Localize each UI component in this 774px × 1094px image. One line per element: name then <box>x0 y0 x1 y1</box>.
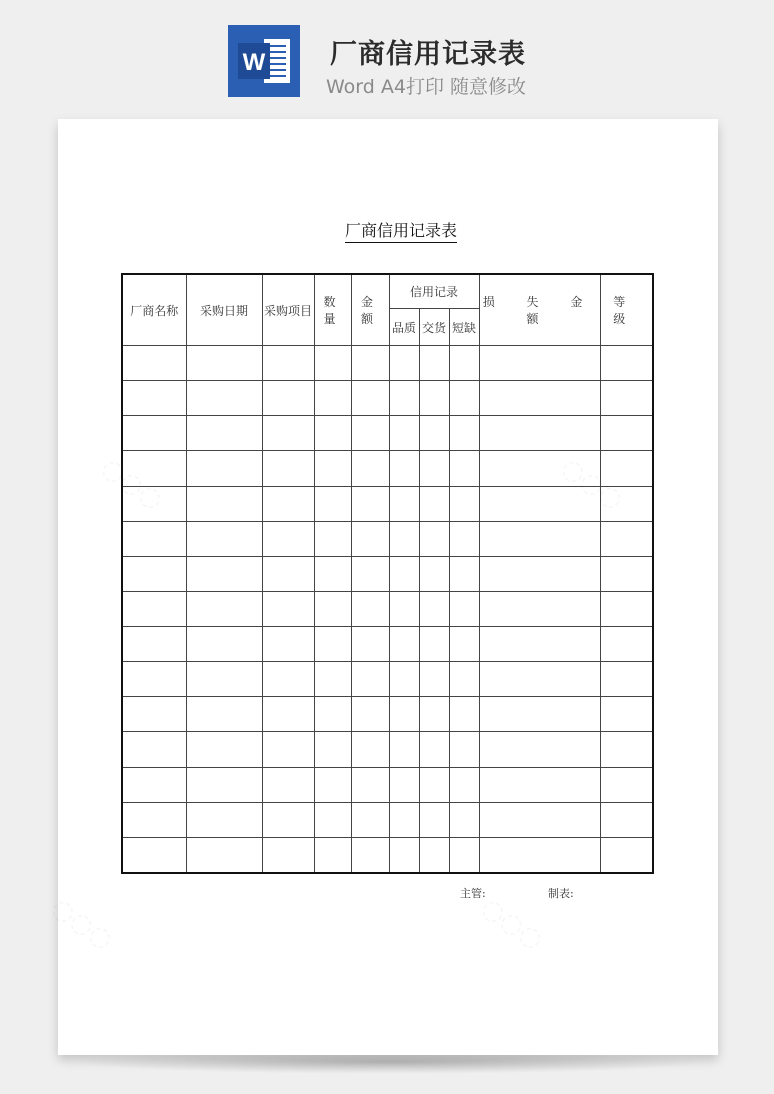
header-amount: 金 额 <box>351 274 389 346</box>
table-cell[interactable] <box>314 381 351 416</box>
table-cell[interactable] <box>389 627 419 662</box>
table-cell[interactable] <box>419 591 449 626</box>
table-cell[interactable] <box>449 591 479 626</box>
table-cell[interactable] <box>479 521 600 556</box>
table-cell[interactable] <box>449 381 479 416</box>
table-cell[interactable] <box>122 767 186 802</box>
table-cell[interactable] <box>419 451 449 486</box>
table-cell[interactable] <box>262 556 314 591</box>
table-cell[interactable] <box>122 732 186 767</box>
table-row <box>122 591 653 626</box>
table-cell[interactable] <box>389 346 419 381</box>
table-cell[interactable] <box>479 697 600 732</box>
table-row <box>122 556 653 591</box>
table-cell[interactable] <box>122 802 186 837</box>
table-cell[interactable] <box>600 802 653 837</box>
watermark <box>46 892 119 956</box>
header-quantity: 数 量 <box>314 274 351 346</box>
table-cell[interactable] <box>351 662 389 697</box>
table-cell[interactable] <box>186 486 262 521</box>
document-page <box>58 119 718 1055</box>
table-cell[interactable] <box>314 802 351 837</box>
table-row <box>122 381 653 416</box>
table-cell[interactable] <box>600 662 653 697</box>
table-cell[interactable] <box>186 521 262 556</box>
table-cell[interactable] <box>419 521 449 556</box>
table-row <box>122 346 653 381</box>
table-cell[interactable] <box>419 767 449 802</box>
table-cell[interactable] <box>600 556 653 591</box>
table-cell[interactable] <box>419 556 449 591</box>
table-cell[interactable] <box>479 732 600 767</box>
table-cell[interactable] <box>314 486 351 521</box>
table-cell[interactable] <box>449 416 479 451</box>
table-cell[interactable] <box>351 732 389 767</box>
table-cell[interactable] <box>479 451 600 486</box>
table-row <box>122 627 653 662</box>
table-cell[interactable] <box>479 837 600 873</box>
table-cell[interactable] <box>449 556 479 591</box>
header-grade: 等 级 <box>600 274 653 346</box>
table-cell[interactable] <box>600 767 653 802</box>
table-cell[interactable] <box>419 627 449 662</box>
table-row <box>122 802 653 837</box>
table-cell[interactable] <box>314 591 351 626</box>
table-cell[interactable] <box>449 802 479 837</box>
table-cell[interactable] <box>389 381 419 416</box>
table-row <box>122 767 653 802</box>
table-cell[interactable] <box>314 521 351 556</box>
table-cell[interactable] <box>479 767 600 802</box>
table-cell[interactable] <box>122 381 186 416</box>
table-cell[interactable] <box>449 767 479 802</box>
table-cell[interactable] <box>389 732 419 767</box>
table-cell[interactable] <box>389 416 419 451</box>
table-cell[interactable] <box>262 662 314 697</box>
table-cell[interactable] <box>122 627 186 662</box>
table-body <box>122 346 653 874</box>
table-cell[interactable] <box>314 346 351 381</box>
table-cell[interactable] <box>314 451 351 486</box>
table-cell[interactable] <box>419 416 449 451</box>
table-cell[interactable] <box>389 767 419 802</box>
table-row <box>122 521 653 556</box>
table-cell[interactable] <box>186 416 262 451</box>
table-cell[interactable] <box>600 591 653 626</box>
table-cell[interactable] <box>314 697 351 732</box>
table-cell[interactable] <box>419 662 449 697</box>
table-cell[interactable] <box>389 802 419 837</box>
table-cell[interactable] <box>122 591 186 626</box>
table-cell[interactable] <box>122 486 186 521</box>
table-row <box>122 416 653 451</box>
table-cell[interactable] <box>351 521 389 556</box>
table-cell[interactable] <box>186 837 262 873</box>
table-cell[interactable] <box>262 767 314 802</box>
table-cell[interactable] <box>262 837 314 873</box>
header-shortage: 短缺 <box>449 309 479 346</box>
table-cell[interactable] <box>479 486 600 521</box>
table-cell[interactable] <box>122 451 186 486</box>
table-cell[interactable] <box>389 837 419 873</box>
table-cell[interactable] <box>186 346 262 381</box>
table-cell[interactable] <box>351 767 389 802</box>
table-cell[interactable] <box>262 732 314 767</box>
table-cell[interactable] <box>600 732 653 767</box>
header-purchase-item: 采购项目 <box>262 274 314 346</box>
table-cell[interactable] <box>351 451 389 486</box>
table-cell[interactable] <box>262 802 314 837</box>
logo-letter: W <box>242 49 266 76</box>
table-row <box>122 662 653 697</box>
table-cell[interactable] <box>186 591 262 626</box>
table-cell[interactable] <box>122 416 186 451</box>
table-cell[interactable] <box>186 802 262 837</box>
table-cell[interactable] <box>351 381 389 416</box>
table-cell[interactable] <box>122 662 186 697</box>
header-banner <box>0 0 774 118</box>
table-cell[interactable] <box>600 416 653 451</box>
table-cell[interactable] <box>186 697 262 732</box>
table-cell[interactable] <box>479 662 600 697</box>
header-vendor-name: 厂商名称 <box>122 274 186 346</box>
table-cell[interactable] <box>419 346 449 381</box>
table-cell[interactable] <box>314 556 351 591</box>
table-cell[interactable] <box>351 416 389 451</box>
header-delivery: 交货 <box>419 309 449 346</box>
document-title: 厂商信用记录表 <box>345 221 457 243</box>
table-cell[interactable] <box>389 662 419 697</box>
table-cell[interactable] <box>479 416 600 451</box>
table-cell[interactable] <box>314 767 351 802</box>
table-cell[interactable] <box>419 837 449 873</box>
table-cell[interactable] <box>449 521 479 556</box>
table-cell[interactable] <box>600 837 653 873</box>
table-row <box>122 451 653 486</box>
table-cell[interactable] <box>389 521 419 556</box>
table-cell[interactable] <box>449 346 479 381</box>
table-cell[interactable] <box>479 627 600 662</box>
table-cell[interactable] <box>479 556 600 591</box>
table-cell[interactable] <box>262 346 314 381</box>
table-cell[interactable] <box>122 521 186 556</box>
table-cell[interactable] <box>314 837 351 873</box>
table-cell[interactable] <box>262 486 314 521</box>
table-cell[interactable] <box>449 697 479 732</box>
table-cell[interactable] <box>600 627 653 662</box>
table-cell[interactable] <box>600 346 653 381</box>
table-cell[interactable] <box>314 627 351 662</box>
table-cell[interactable] <box>186 662 262 697</box>
table-cell[interactable] <box>351 837 389 873</box>
table-row <box>122 837 653 873</box>
table-cell[interactable] <box>389 451 419 486</box>
table-cell[interactable] <box>351 627 389 662</box>
table-cell[interactable] <box>351 486 389 521</box>
table-cell[interactable] <box>479 591 600 626</box>
table-cell[interactable] <box>389 591 419 626</box>
table-cell[interactable] <box>479 381 600 416</box>
table-cell[interactable] <box>449 486 479 521</box>
table-cell[interactable] <box>351 591 389 626</box>
table-cell[interactable] <box>449 451 479 486</box>
table-cell[interactable] <box>479 346 600 381</box>
table-cell[interactable] <box>351 346 389 381</box>
credit-record-table <box>121 273 654 874</box>
table-cell[interactable] <box>314 732 351 767</box>
table-cell[interactable] <box>419 381 449 416</box>
table-cell[interactable] <box>186 627 262 662</box>
table-cell[interactable] <box>419 697 449 732</box>
table-cell[interactable] <box>600 521 653 556</box>
word-icon <box>228 25 300 97</box>
table-cell[interactable] <box>122 346 186 381</box>
maker-signature-label: 制表: <box>548 887 574 900</box>
table-cell[interactable] <box>419 486 449 521</box>
table-cell[interactable] <box>122 837 186 873</box>
table-cell[interactable] <box>262 416 314 451</box>
table-row <box>122 732 653 767</box>
table-cell[interactable] <box>600 697 653 732</box>
table-cell[interactable] <box>419 732 449 767</box>
table-cell[interactable] <box>419 802 449 837</box>
table-cell[interactable] <box>122 697 186 732</box>
banner-title: 厂商信用记录表 <box>330 39 526 70</box>
watermark <box>476 892 549 956</box>
table-row <box>122 486 653 521</box>
table-cell[interactable] <box>449 627 479 662</box>
table-cell[interactable] <box>314 416 351 451</box>
table-cell[interactable] <box>389 697 419 732</box>
banner-subtitle: Word A4打印 随意修改 <box>326 76 527 98</box>
table-cell[interactable] <box>186 451 262 486</box>
header-quality: 品质 <box>389 309 419 346</box>
header-purchase-date: 采购日期 <box>186 274 262 346</box>
table-cell[interactable] <box>186 381 262 416</box>
table-cell[interactable] <box>449 732 479 767</box>
table-cell[interactable] <box>262 521 314 556</box>
table-cell[interactable] <box>262 451 314 486</box>
table-cell[interactable] <box>262 697 314 732</box>
table-cell[interactable] <box>600 486 653 521</box>
table-row <box>122 697 653 732</box>
table-cell[interactable] <box>186 732 262 767</box>
table-cell[interactable] <box>262 591 314 626</box>
table-cell[interactable] <box>186 767 262 802</box>
table-cell[interactable] <box>389 486 419 521</box>
table-cell[interactable] <box>600 381 653 416</box>
table-cell[interactable] <box>449 837 479 873</box>
table-cell[interactable] <box>600 451 653 486</box>
header-credit-record: 信用记录 <box>389 274 479 309</box>
table-cell[interactable] <box>351 697 389 732</box>
table-cell[interactable] <box>262 381 314 416</box>
table-cell[interactable] <box>479 802 600 837</box>
table-cell[interactable] <box>351 556 389 591</box>
header-loss-amount: 损 失 金 额 <box>479 274 600 346</box>
table-cell[interactable] <box>449 662 479 697</box>
table-cell[interactable] <box>351 802 389 837</box>
table-cell[interactable] <box>262 627 314 662</box>
manager-signature-label: 主管: <box>460 887 486 900</box>
table-cell[interactable] <box>122 556 186 591</box>
table-cell[interactable] <box>186 556 262 591</box>
table-cell[interactable] <box>389 556 419 591</box>
table-cell[interactable] <box>314 662 351 697</box>
